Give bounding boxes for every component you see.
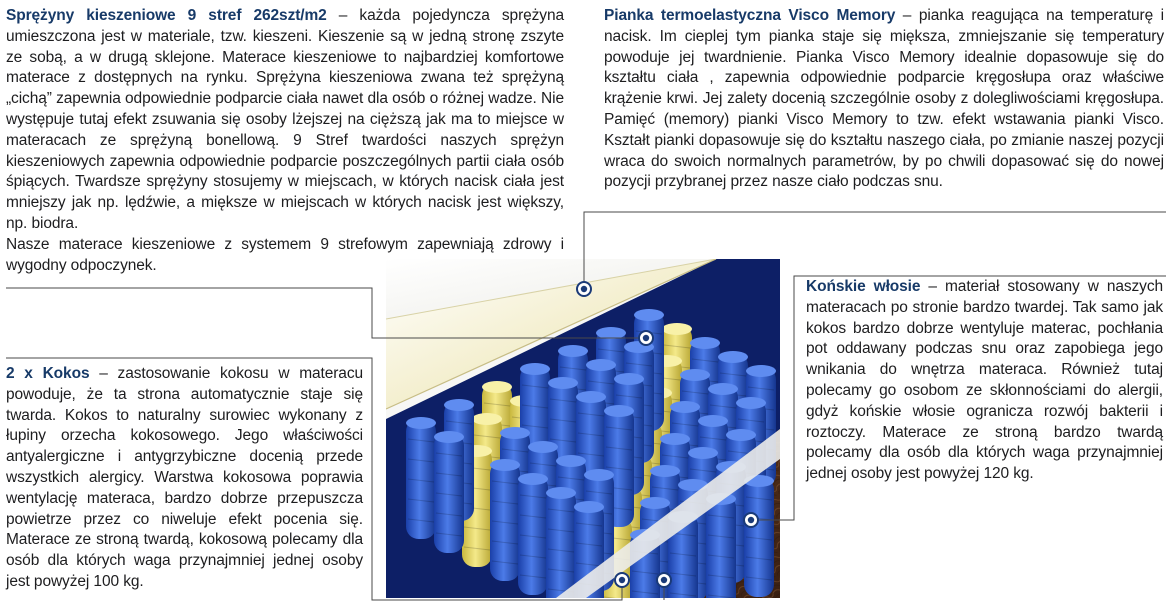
coconut-description [6,364,363,593]
spring-coil [744,475,774,597]
springs-description [6,6,564,276]
horsehair-title: Końskie włosie [806,278,921,295]
coconut-text: – zastosowanie kokosu w materacu powoduje, że ta strona automatycznie staje się twarda. Kokos to naturalny surowiec wykonany z łupiny orzecha kokosowego. Jego właściwości antyalergiczne i antygrzybiczne docenią przede wszystkich alergicy. Warstwa kokosowa poprawia wentylację materaca, bardzo dobrze przepuszcza powietrze przez co niweluje efekt pocenia się. Materace ze stroną twardą, kokosową polecamy dla osób dla których waga przynajmniej jednej osoby jest powyżej 100 kg. [6,365,363,590]
spring-coil [406,417,436,539]
spring-coil [518,473,548,595]
coconut-title: 2 x Kokos [6,365,90,382]
springs-title: Sprężyny kieszeniowe 9 stref 262szt/m2 [6,7,327,24]
horsehair-text: – materiał stosowany w naszych materacach po stronie bardzo twardej. Tak samo jak kokos bardzo dobrze wentyluje materac, pochłania pot oddawany podczas snu oraz zapobiega jego wnikania do wnętrza materaca. Również tutaj polecamy go osobom ze skłonnościami do alergii, gdyż końskie włosie ogranicza rozwój bakterii i roztoczy. Materace ze stroną bardzo twardą polecamy dla osób dla których waga przynajmniej jednej osoby jest powyżej 120 kg. [806,278,1163,483]
springs-text-2: Nasze materace kieszeniowe z systemem 9 strefowym zapewniają zdrowy i wygodny odpoczynek. [6,235,564,274]
visco-description [604,6,1164,193]
spring-coil [546,487,576,598]
visco-text: – pianka reagująca na temperaturę i nacisk. Im cieplej tym pianka staje się miększa, zmniejszanie się temperatury powoduje jej twardnienie. Pianka Visco Memory idealnie dopasowuje się do kształtu ciała , zapewnia odpowiednie podparcie kręgosłupa oraz właściwe krążenie krwi. Jej zalety docenią szczególnie osoby z dolegliwościami kręgosłupa. Pamięć (memory) pianki Visco Memory to tzw. efekt wstawania pianki Visco. Kształt pianki dopasowuje się do kształtu naszego ciała, po zmianie naszej pozycji wraca do swoich normalnych parametrów, by po chwili dopasować się do nowej pozycji przybranej przez nasze ciało podczas snu. [604,7,1164,191]
mattress-cross-section [386,259,780,598]
visco-title: Pianka termoelastyczna Visco Memory [604,7,896,24]
spring-coil [434,431,464,553]
springs-text: – każda pojedyncza sprężyna umieszczona jest w materiale, tzw. kieszeni. Kieszenie są w jedną stronę zszyte ze sobą, a w drugą sklejone. Materace kieszeniowe to najbardziej komfortowe materace z dostępnych na rynku. Sprężyna kieszeniowa zwana też sprężyną „cichą” zapewnia odpowiednie podparcie ciała nawet dla osób o różnej wadze. Nie występuje tutaj efekt zsuwania się osoby lżejszej na cięższą jak ma to miejsce w materacach ze sprężyną bonellową. 9 Stref twardości naszych sprężyn kieszeniowych zapewnia odpowiednie podparcie poszczególnych partii ciała osób śpiących. Twardsze sprężyny stosujemy w miejscach, w których nacisk ciała jest mniejszy jak np. lędźwie, a miększe w miejscach w których nacisk jest większy, np. biodra. [6,7,564,232]
horsehair-description [806,277,1163,485]
spring-coil [490,459,520,581]
